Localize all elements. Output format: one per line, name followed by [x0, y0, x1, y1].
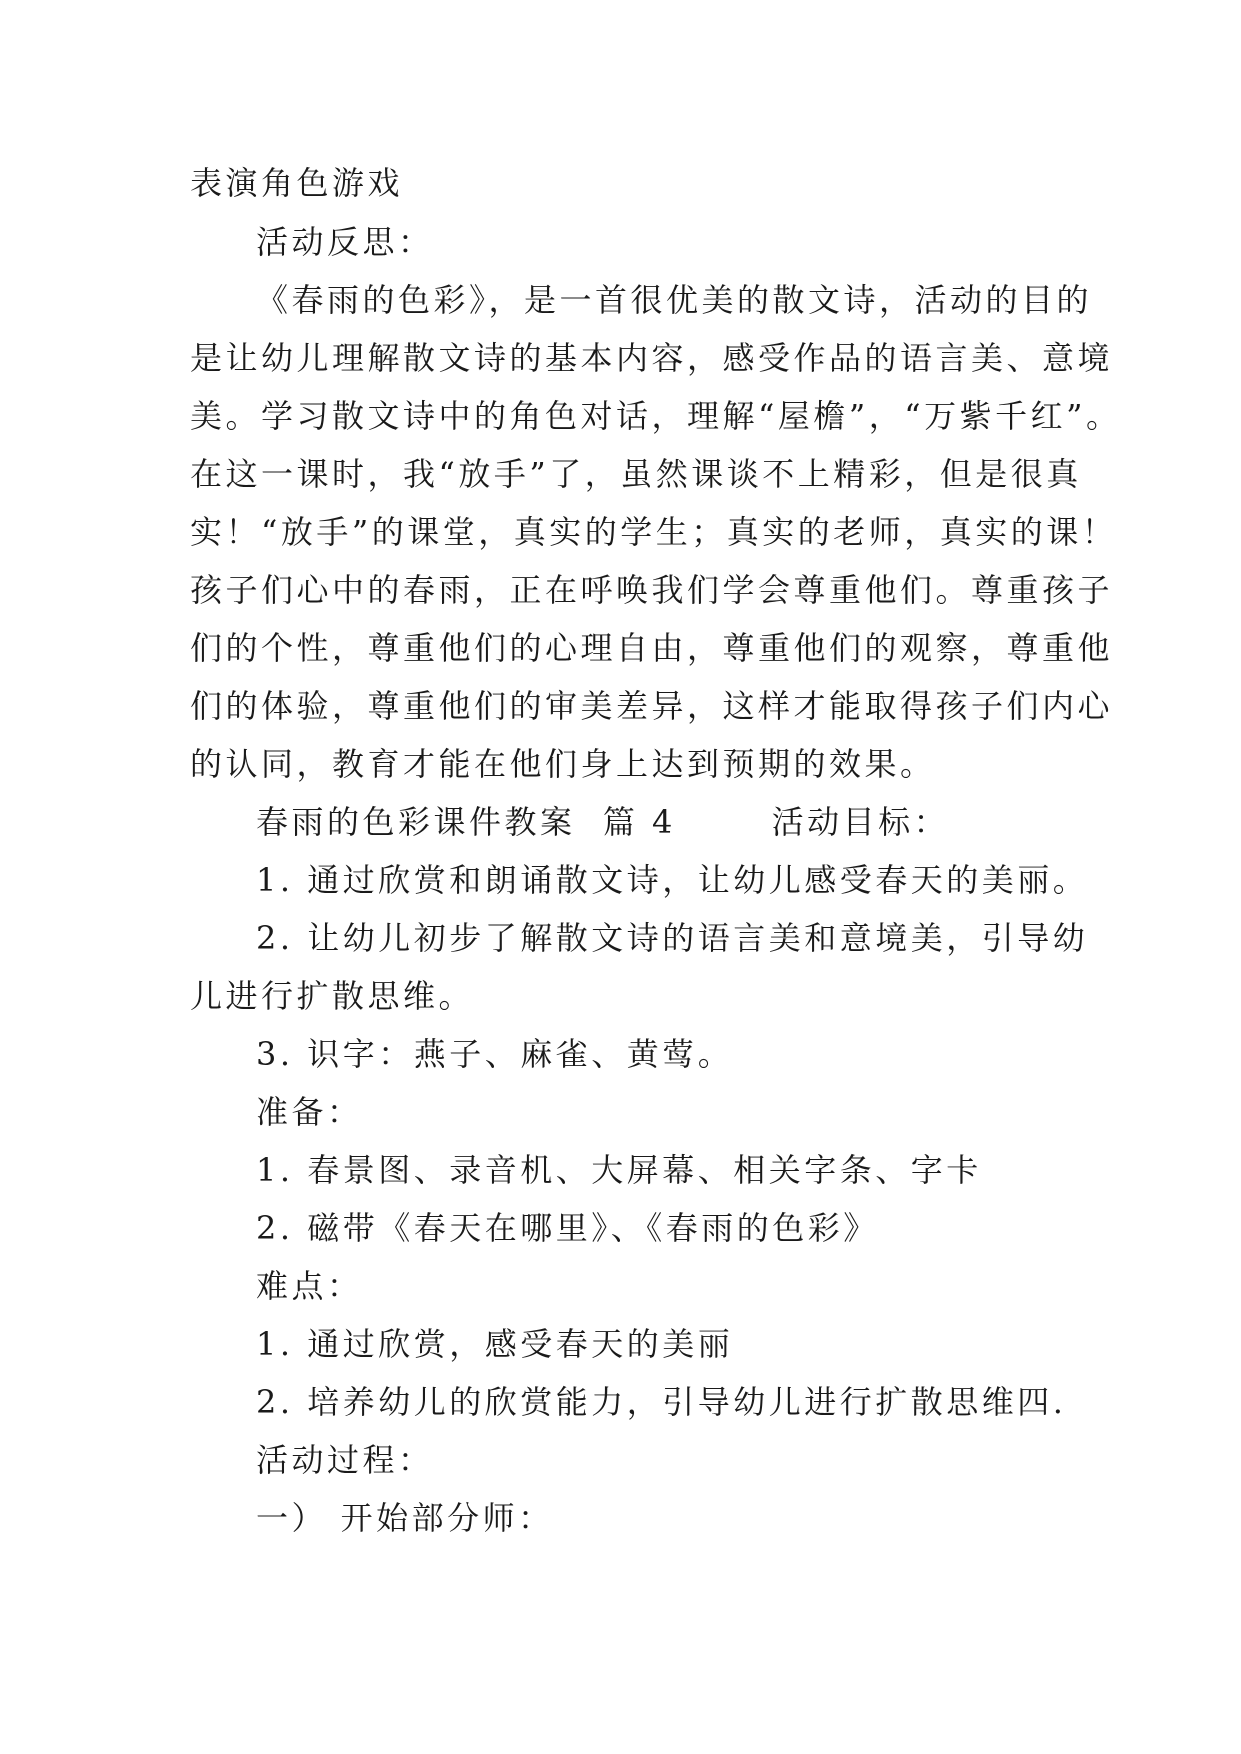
text-line: 是让幼儿理解散文诗的基本内容，感受作品的语言美、意境	[190, 339, 1114, 377]
text-line: 3. 识字：燕子、麻雀、黄莺。	[256, 1035, 734, 1073]
text-line: 《春雨的色彩》，是一首很优美的散文诗，活动的目的	[256, 281, 1093, 319]
text-line: 2. 磁带《春天在哪里》、《春雨的色彩》	[256, 1209, 879, 1247]
section-heading-line: 春雨的色彩课件教案 篇 4 活动目标：	[256, 803, 950, 841]
text-line: 1. 通过欣赏和朗诵散文诗，让幼儿感受春天的美丽。	[256, 861, 1089, 899]
text-line: 1. 通过欣赏，感受春天的美丽	[256, 1325, 734, 1363]
text-line: 们的个性，尊重他们的心理自由，尊重他们的观察，尊重他	[190, 629, 1114, 667]
text-line: 实！“放手”的课堂，真实的学生；真实的老师，真实的课！	[190, 513, 1118, 551]
text-line: 2. 培养幼儿的欣赏能力，引导幼儿进行扩散思维四.	[256, 1383, 1067, 1421]
text-line: 1. 春景图、录音机、大屏幕、相关字条、字卡	[256, 1151, 982, 1189]
text-line: 在这一课时，我“放手”了，虽然课谈不上精彩，但是很真	[190, 455, 1082, 493]
text-line: 准备：	[256, 1093, 363, 1131]
text-line: 孩子们心中的春雨，正在呼唤我们学会尊重他们。尊重孩子	[190, 571, 1114, 609]
text-line: 难点：	[256, 1267, 363, 1305]
text-line: 美。学习散文诗中的角色对话，理解“屋檐”，“万紫千红”。	[190, 397, 1122, 435]
text-line: 表演角色游戏	[190, 164, 404, 202]
text-line: 们的体验，尊重他们的审美差异，这样才能取得孩子们内心	[190, 687, 1114, 725]
text-line: 的认同，教育才能在他们身上达到预期的效果。	[190, 745, 936, 783]
text-line: 活动反思：	[256, 223, 434, 261]
text-line: 活动过程：	[256, 1441, 434, 1479]
text-line: 一） 开始部分师：	[256, 1499, 554, 1537]
text-line: 2. 让幼儿初步了解散文诗的语言美和意境美，引导幼	[256, 919, 1089, 957]
text-line: 儿进行扩散思维。	[190, 977, 475, 1015]
